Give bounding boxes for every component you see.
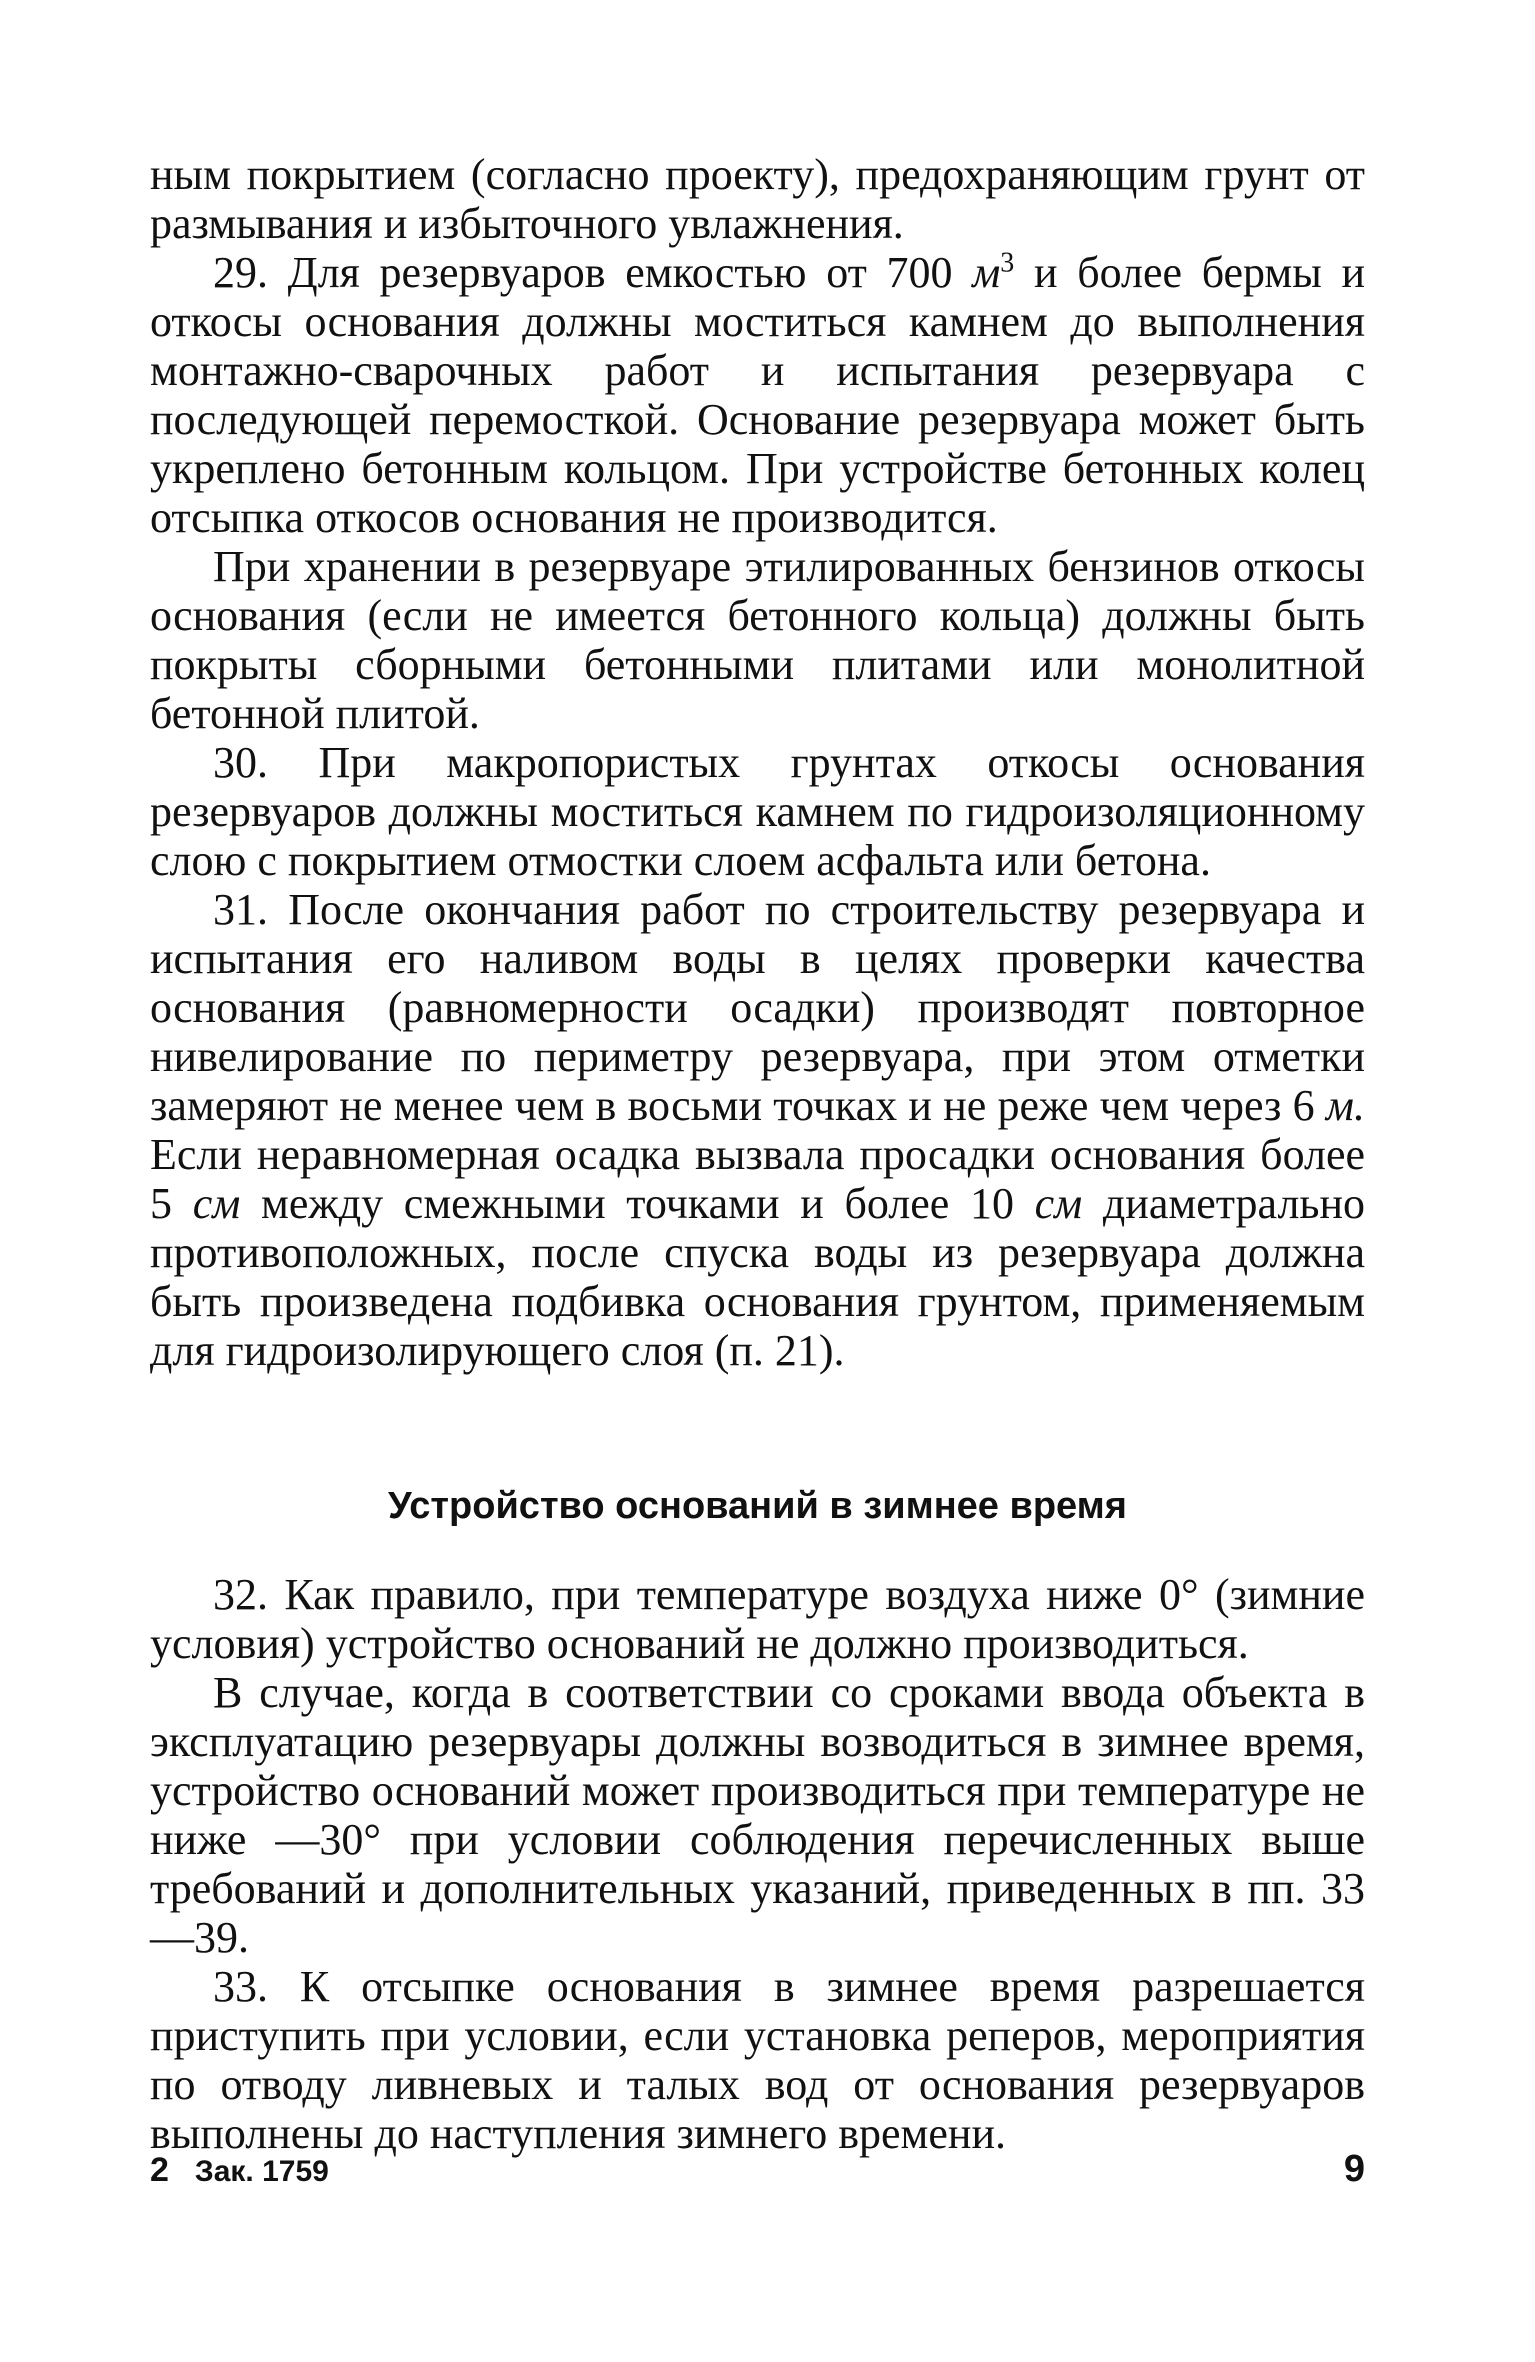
p31-text-b: Если неравномерная осадка вызвала просадки основания более 5 bbox=[150, 1130, 1365, 1228]
paragraph-31 bbox=[150, 885, 1365, 1375]
p31-text-c: между смежными точками и более 10 bbox=[240, 1179, 1035, 1228]
paragraph-32-note: В случае, когда в соответствии со сроками ввода объекта в эксплуатацию резервуары должны возводиться в зимнее время, устройство оснований может производиться при температуре не ниже —30° при условии соблюдения перечисленных выше требований и дополнительных указаний, приведенных в пп. 33—39. bbox=[150, 1668, 1365, 1962]
page-body bbox=[150, 150, 1365, 2158]
section-heading: Устройство оснований в зимнее время bbox=[388, 1485, 1127, 1527]
p29-unit-exponent: 3 bbox=[1000, 247, 1015, 279]
paragraph-29-note: При хранении в резервуаре этилированных бензинов откосы основания (если не имеется бетонного кольца) должны быть покрыты сборными бетонными плитами или монолитной бетонной плитой. bbox=[150, 542, 1365, 738]
p29-unit: м bbox=[972, 248, 1001, 297]
paragraph-33: 33. К отсыпке основания в зимнее время разрешается приступить при условии, если установка реперов, мероприятия по отводу ливневых и талых вод от основания резервуаров выполнены до наступления зимнего времени. bbox=[150, 1962, 1365, 2158]
p31-unit-cm-2: см bbox=[1034, 1179, 1083, 1228]
p29-text-a: 29. Для резервуаров емкостью от 700 bbox=[213, 248, 973, 297]
order-number: Зак. 1759 bbox=[194, 2155, 329, 2188]
p31-text-a: 31. После окончания работ по строительству резервуара и испытания его наливом воды в целях проверки качества основания (равномерности осадки) производят повторное нивелирование по периметру резервуара, при этом отметки замеряют не менее чем в восьми точках и не реже чем через 6 bbox=[150, 885, 1365, 1130]
p31-unit-cm-1: см bbox=[192, 1179, 241, 1228]
p31-unit-m: м. bbox=[1325, 1081, 1365, 1130]
signature-mark: 2 bbox=[150, 2151, 169, 2189]
paragraph-29 bbox=[150, 248, 1365, 542]
p29-text-b: и более бермы и откосы основания должны моститься камнем до выполнения монтажно-сварочных работ и испытания резервуара с последующей перемосткой. Основание резервуара может быть укреплено бетонным кольцом. При устройстве бетонных колец отсыпка откосов основания не производится. bbox=[150, 248, 1365, 542]
page-footer bbox=[150, 2148, 1365, 2191]
paragraph-30: 30. При макропористых грунтах откосы основания резервуаров должны моститься камнем по гидроизоляционному слою с покрытием отмостки слоем асфальта или бетона. bbox=[150, 738, 1365, 885]
paragraph-32: 32. Как правило, при температуре воздуха ниже 0° (зимние условия) устройство оснований не должно производиться. bbox=[150, 1570, 1365, 1668]
paragraph-intro: ным покрытием (согласно проекту), предохраняющим грунт от размывания и избыточного увлажнения. bbox=[150, 150, 1365, 248]
page-number: 9 bbox=[1343, 2148, 1365, 2190]
printer-imprint bbox=[150, 2151, 329, 2190]
p31-text-d: диаметрально противоположных, после спуска воды из резервуара должна быть произведена подбивка основания грунтом, применяемым для гидроизолирующего слоя (п. 21). bbox=[150, 1179, 1366, 1375]
